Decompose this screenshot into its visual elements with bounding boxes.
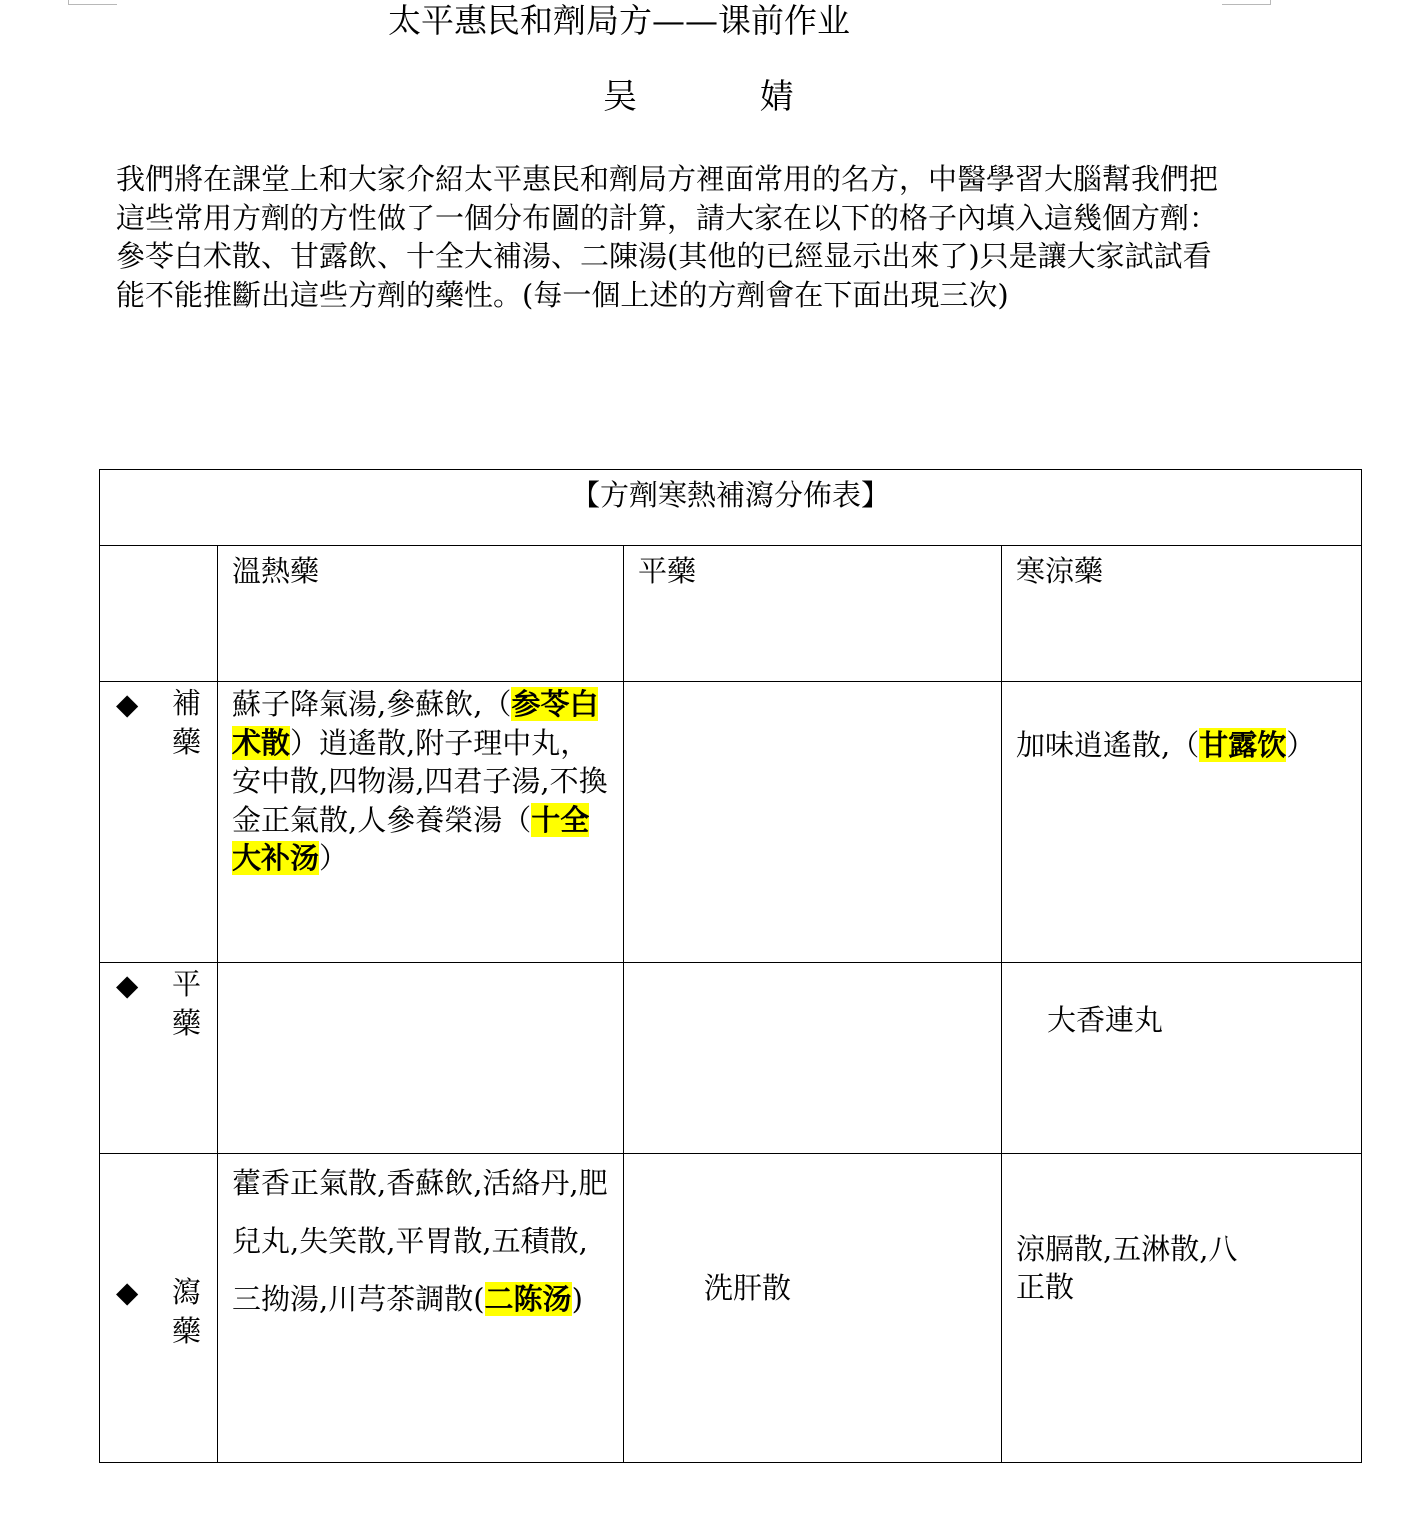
cell-purge-cold-text: 涼膈散,五淋散,八正散 [1016,1231,1238,1305]
row-label-cell-tonify [100,682,218,963]
cell-purge-cold [1002,1153,1362,1462]
answer-shiquan-dabu-tang: 十全大补汤 [232,802,590,876]
tonify-warm-text-pre: 蘇子降氣湯,參蘇飲,（ [232,687,512,722]
corner-cell [100,546,218,682]
cell-neutral-neutral [624,963,1002,1153]
col-header-warm-label: 溫熱藥 [232,554,320,589]
tonify-warm-text-post: ） [319,841,349,876]
row-label-cell-purge [100,1153,218,1462]
cell-purge-neutral-text: 洗肝散 [704,1270,792,1305]
diamond-bullet-icon: ◆ [116,968,139,1003]
col-header-warm [218,546,624,682]
answer-erchen-tang: 二陈汤 [484,1281,572,1316]
diamond-bullet-icon: ◆ [116,687,139,722]
cell-tonify-cold-text [1002,682,1361,765]
cell-purge-warm-text [218,1154,623,1328]
col-header-cold [1002,546,1362,682]
cell-tonify-warm [218,682,624,963]
purge-warm-text-pre: 藿香正氣散,香蘇飲,活絡丹,肥兒丸,失笑散,平胃散,五積散,三拗湯,川芎茶調散( [232,1165,608,1316]
purge-warm-text-post: ) [571,1281,583,1316]
table-header-row [100,546,1362,682]
intro-paragraph: 我們將在課堂上和大家介紹太平惠民和劑局方裡面常用的名方，中醫學習大腦幫我們把這些常用方劑的方性做了一個分布圖的計算，請大家在以下的格子內填入這幾個方劑：參苓白术散、甘露飲、十全大補湯、二陳湯(其他的已經显示出來了)只是讓大家試試看能不能推斷出這些方劑的藥性。(每一個上述的方劑會在下面出現三次) [116,162,1219,312]
row-label-neutral: 平藥 [172,967,202,1041]
row-label-cell-neutral [100,963,218,1153]
diamond-bullet-icon: ◆ [116,1274,139,1309]
tonify-cold-text-pre: 加味逍遙散,（ [1016,728,1200,763]
cell-neutral-warm [218,963,624,1153]
cell-neutral-cold [1002,963,1362,1153]
cell-tonify-warm-text [218,682,623,878]
cell-tonify-neutral [624,682,1002,963]
tonify-cold-text-post: ） [1286,728,1316,763]
cell-neutral-cold-text: 大香連丸 [1047,1003,1164,1038]
row-label-tonify: 補藥 [172,686,202,760]
col-header-neutral [624,546,1002,682]
col-header-cold-label: 寒涼藥 [1016,554,1104,589]
formula-distribution-table [99,469,1362,1463]
page-corner-mark-left [68,0,117,5]
cell-tonify-cold [1002,682,1362,963]
table-caption-cell [100,470,1362,546]
answer-ganlu-yin: 甘露饮 [1199,728,1287,763]
answer-shenling-baizhu-san: 参苓白术散 [232,687,599,760]
table-row-purge [100,1153,1362,1462]
author-name: 吴 婧 [603,77,850,117]
table-caption: 【方劑寒熱補瀉分佈表】 [571,478,891,512]
page-corner-mark-right [1222,0,1271,5]
cell-purge-warm [218,1153,624,1462]
cell-purge-neutral [624,1153,1002,1462]
table-row-tonify [100,682,1362,963]
tonify-warm-text-mid: ）逍遙散,附子理中丸，安中散,四物湯,四君子湯,不換金正氣散,人參養榮湯（ [232,725,608,837]
document-title: 太平惠民和劑局方——课前作业 [388,1,850,40]
table-row-neutral [100,963,1362,1153]
col-header-neutral-label: 平藥 [638,554,697,589]
row-label-purge: 瀉藥 [172,1274,202,1348]
